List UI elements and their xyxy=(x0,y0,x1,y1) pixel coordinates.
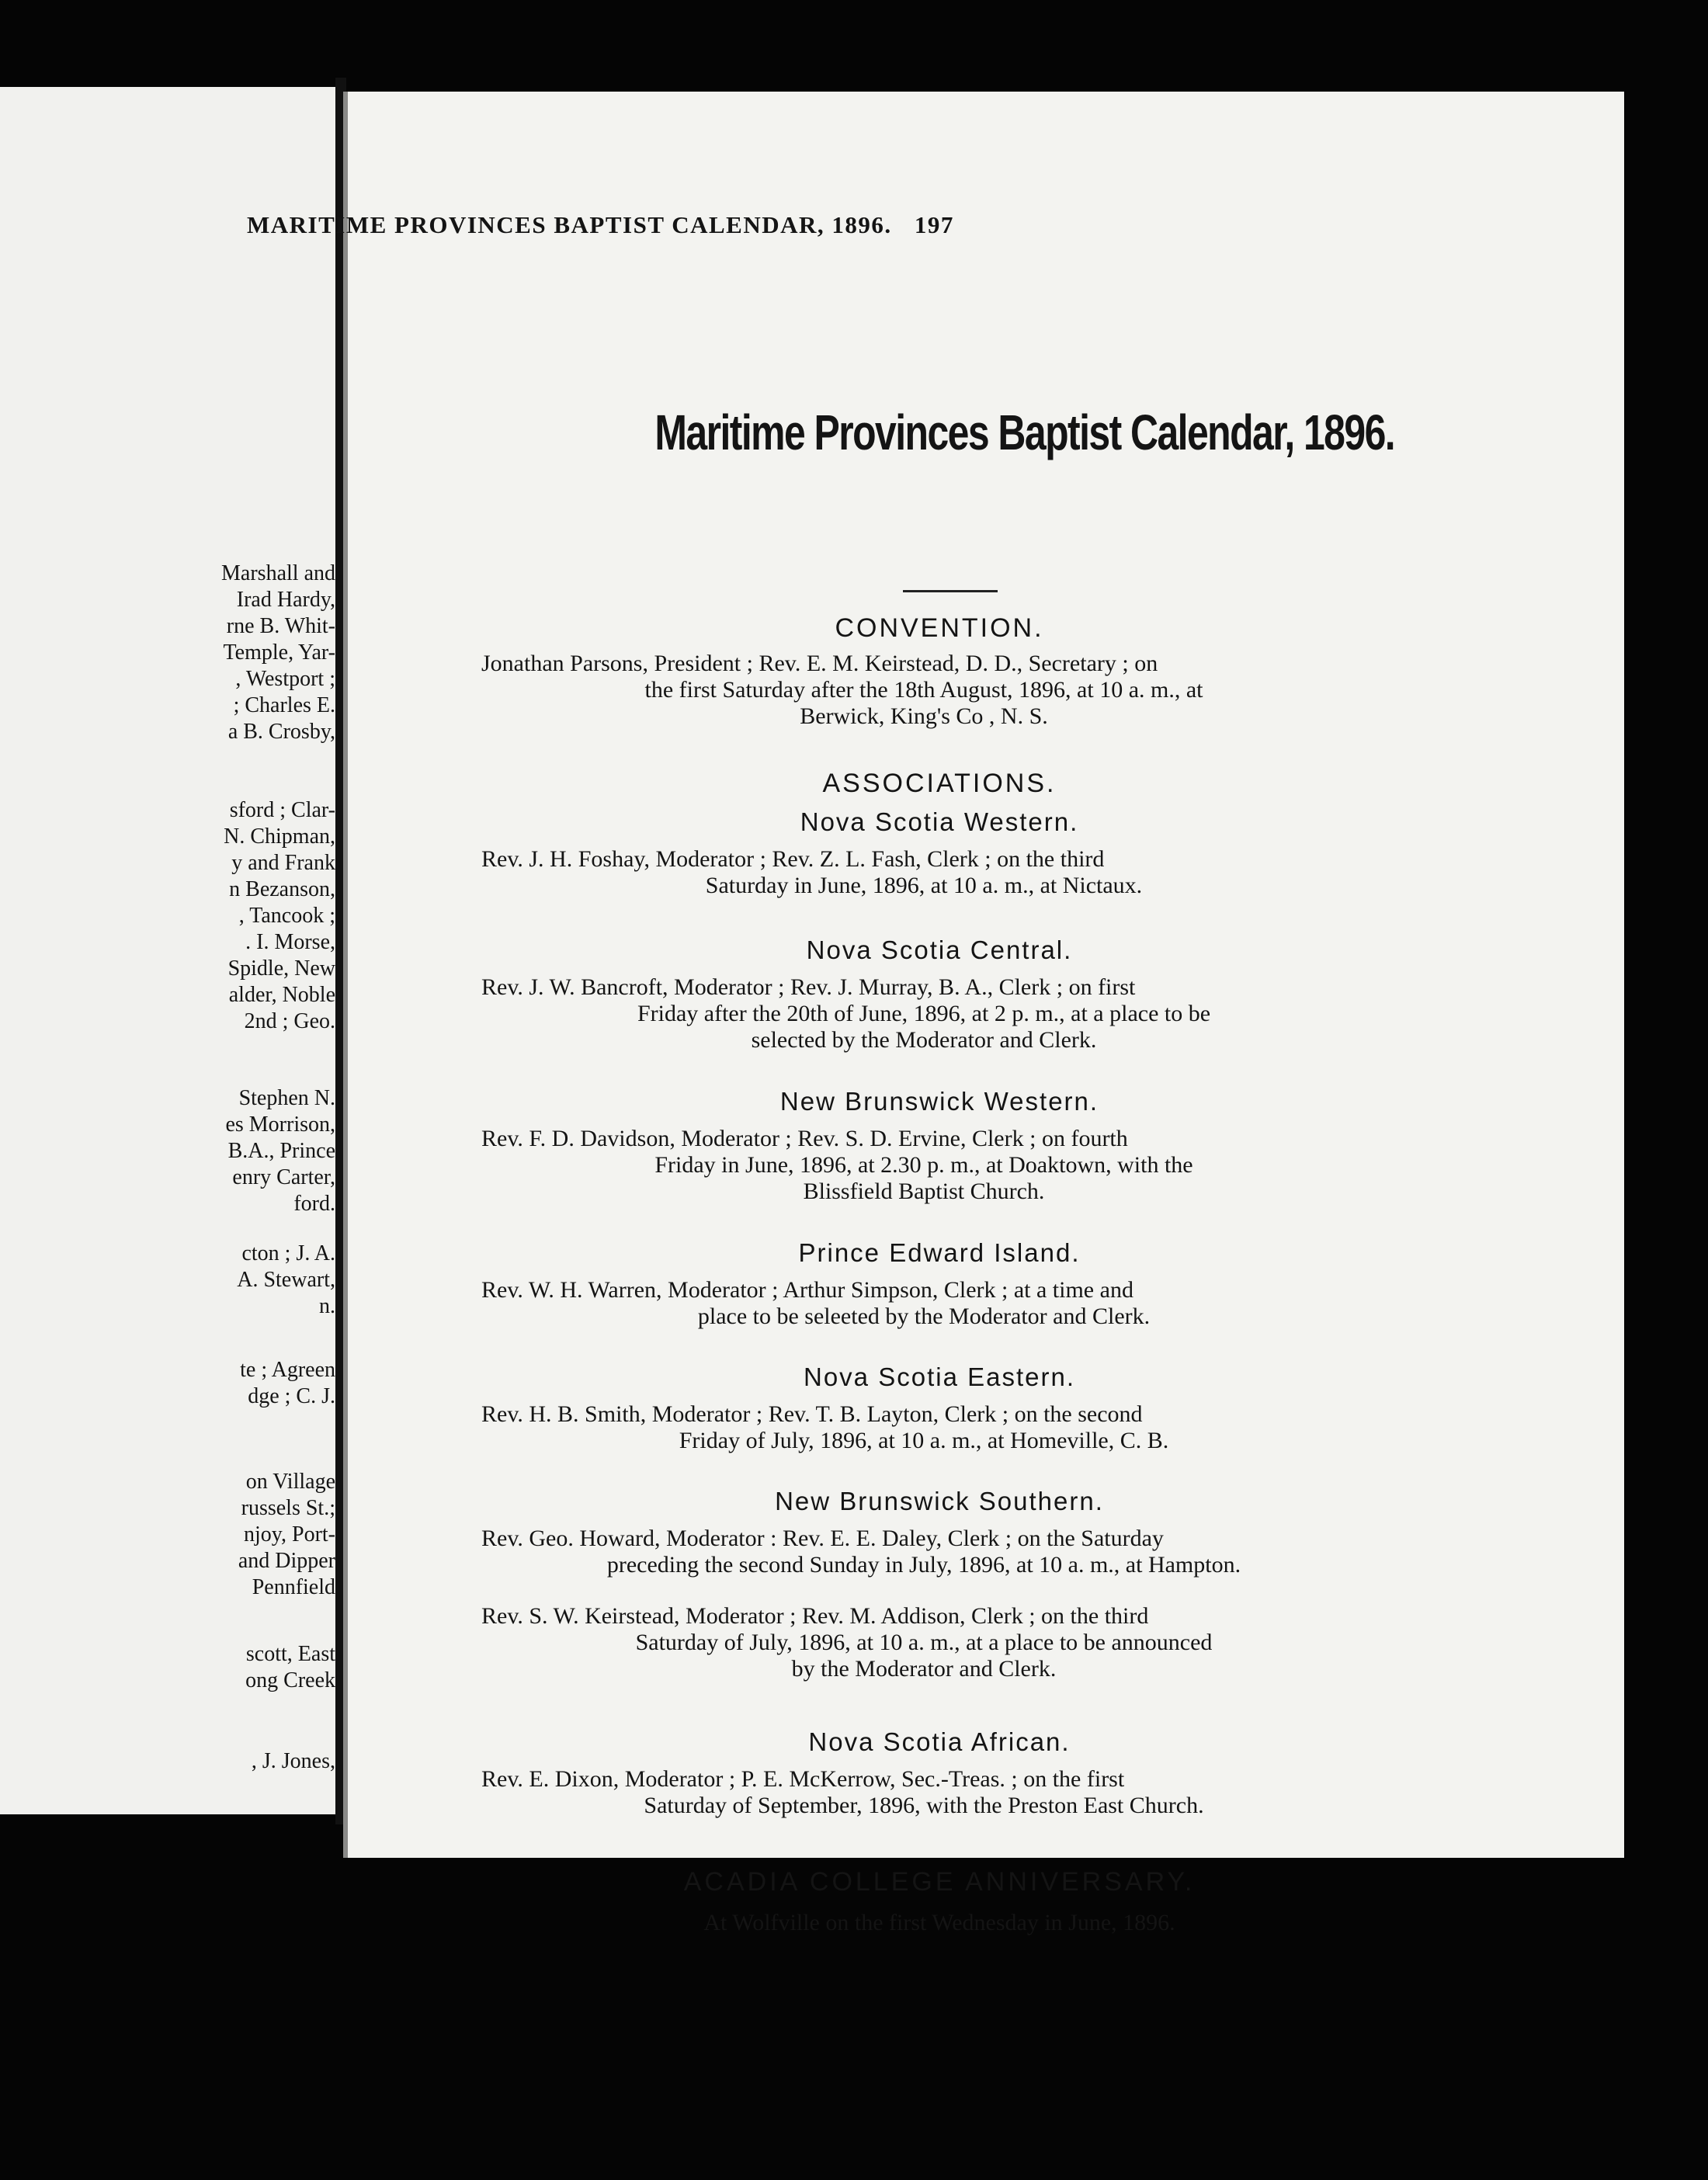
association-name: Nova Scotia African. xyxy=(808,1727,1071,1756)
association-line: place to be seleeted by the Moderator and Clerk. xyxy=(697,1303,1151,1329)
association-name: New Brunswick Southern. xyxy=(775,1487,1104,1515)
left-fragment: , Tancook ; xyxy=(238,904,335,928)
left-fragment: Irad Hardy, xyxy=(236,588,335,612)
left-fragment: scott, East xyxy=(245,1642,335,1666)
association-entry xyxy=(481,846,1366,899)
left-fragment: Temple, Yar- xyxy=(223,640,335,665)
association-entry xyxy=(481,1766,1366,1819)
convention-line-3: Berwick, King's Co , N. S. xyxy=(800,703,1048,729)
left-fragment: rne B. Whit- xyxy=(226,614,335,638)
association-line: Rev. W. H. Warren, Moderator ; Arthur Simpson, Clerk ; at a time and xyxy=(481,1277,1133,1303)
association-line: Saturday of July, 1896, at 10 a. m., at a place to be announced xyxy=(635,1630,1213,1655)
page-number: 197 xyxy=(914,211,954,238)
left-fragment: a B. Crosby, xyxy=(227,720,335,744)
left-fragment: and Dipper xyxy=(238,1549,335,1573)
acadia-line: At Wolfville on the first Wednesday in June, 1896. xyxy=(703,1910,1175,1935)
left-fragment: russels St.; xyxy=(241,1496,335,1520)
association-name: New Brunswick Western. xyxy=(779,1087,1099,1116)
left-fragment: cton ; J. A. xyxy=(241,1241,335,1265)
association-line: by the Moderator and Clerk. xyxy=(791,1656,1057,1682)
association-line: Rev. E. Dixon, Moderator ; P. E. McKerrow, Sec.-Treas. ; on the first xyxy=(481,1766,1125,1792)
convention-paragraph xyxy=(481,651,1366,730)
association-line: selected by the Moderator and Clerk. xyxy=(751,1027,1097,1053)
title-rule xyxy=(903,590,998,592)
convention-line-2: the first Saturday after the 18th August, 1896, at 10 a. m., at xyxy=(644,677,1203,703)
association-entry xyxy=(481,1603,1366,1682)
left-fragment: te ; Agreen xyxy=(240,1358,335,1382)
left-fragment: A. Stewart, xyxy=(237,1268,335,1292)
association-name: Prince Edward Island. xyxy=(798,1238,1081,1267)
association-line: Friday in June, 1896, at 2.30 p. m., at Doaktown, with the xyxy=(654,1152,1193,1178)
page-edge xyxy=(343,92,348,1858)
left-fragment: , J. Jones, xyxy=(251,1749,335,1773)
left-page xyxy=(0,87,335,1814)
association-name: Nova Scotia Central. xyxy=(806,936,1073,964)
association-line: Rev. J. H. Foshay, Moderator ; Rev. Z. L. Fash, Clerk ; on the third xyxy=(481,846,1105,872)
left-fragment: njoy, Port- xyxy=(244,1522,335,1546)
acadia-heading: ACADIA COLLEGE ANNIVERSARY. xyxy=(683,1867,1196,1897)
convention-line-1: Jonathan Parsons, President ; Rev. E. M. Keirstead, D. D., Secretary ; on xyxy=(481,651,1158,676)
left-fragment: Pennfield xyxy=(252,1575,335,1599)
left-fragment: sford ; Clar- xyxy=(229,798,335,822)
associations-heading: ASSOCIATIONS. xyxy=(822,769,1057,798)
association-entry xyxy=(481,1277,1366,1330)
association-line: Rev. F. D. Davidson, Moderator ; Rev. S. D. Ervine, Clerk ; on fourth xyxy=(481,1126,1128,1151)
left-fragment: N. Chipman, xyxy=(224,824,335,849)
association-entry xyxy=(481,974,1366,1054)
association-line: Rev. S. W. Keirstead, Moderator ; Rev. M. Addison, Clerk ; on the third xyxy=(481,1603,1149,1629)
left-fragment: ; Charles E. xyxy=(233,693,335,717)
running-head xyxy=(247,211,1396,239)
association-entry xyxy=(481,1401,1366,1454)
left-fragment: es Morrison, xyxy=(225,1113,335,1137)
association-name: Nova Scotia Western. xyxy=(800,807,1079,836)
convention-heading: CONVENTION. xyxy=(835,613,1044,643)
left-fragment: Stephen N. xyxy=(238,1086,335,1110)
left-fragment: , Westport ; xyxy=(235,667,335,691)
running-head-title: MARITIME PROVINCES BAPTIST CALENDAR, 1896. xyxy=(247,211,892,238)
left-fragment: y and Frank xyxy=(231,851,335,875)
left-fragment: n. xyxy=(319,1294,335,1318)
association-line: Rev. J. W. Bancroft, Moderator ; Rev. J. Murray, B. A., Clerk ; on first xyxy=(481,974,1136,1000)
left-fragment: 2nd ; Geo. xyxy=(244,1009,335,1033)
association-line: Rev. Geo. Howard, Moderator : Rev. E. E. Daley, Clerk ; on the Saturday xyxy=(481,1526,1164,1551)
left-fragment: dge ; C. J. xyxy=(248,1384,335,1408)
left-fragment: on Village xyxy=(245,1470,335,1494)
association-entry xyxy=(481,1126,1366,1205)
left-fragment: Spidle, New xyxy=(227,956,335,981)
association-line: Saturday of September, 1896, with the Preston East Church. xyxy=(644,1793,1204,1818)
left-fragment: alder, Noble xyxy=(228,983,335,1007)
association-line: Rev. H. B. Smith, Moderator ; Rev. T. B. Layton, Clerk ; on the second xyxy=(481,1401,1143,1427)
left-fragment: n Bezanson, xyxy=(229,877,335,901)
left-fragment: B.A., Prince xyxy=(227,1139,335,1163)
association-line: Friday after the 20th of June, 1896, at 2 p. m., at a place to be xyxy=(637,1001,1211,1026)
association-line: Saturday in June, 1896, at 10 a. m., at Nictaux. xyxy=(705,873,1143,898)
left-fragment: ong Creek xyxy=(245,1668,335,1692)
association-line: Blissfield Baptist Church. xyxy=(803,1179,1045,1204)
left-fragment: Marshall and xyxy=(221,561,335,585)
left-fragment: enry Carter, xyxy=(232,1165,335,1189)
page-title: Maritime Provinces Baptist Calendar, 1896. xyxy=(654,404,1395,460)
association-line: Friday of July, 1896, at 10 a. m., at Homeville, C. B. xyxy=(679,1428,1169,1453)
left-fragment: ford. xyxy=(293,1192,335,1216)
page-title-wrap xyxy=(0,404,1708,461)
left-fragment: . I. Morse, xyxy=(245,930,335,954)
association-line: preceding the second Sunday in July, 1896, at 10 a. m., at Hampton. xyxy=(606,1552,1241,1578)
association-name: Nova Scotia Eastern. xyxy=(804,1362,1075,1391)
association-entry xyxy=(481,1526,1366,1578)
